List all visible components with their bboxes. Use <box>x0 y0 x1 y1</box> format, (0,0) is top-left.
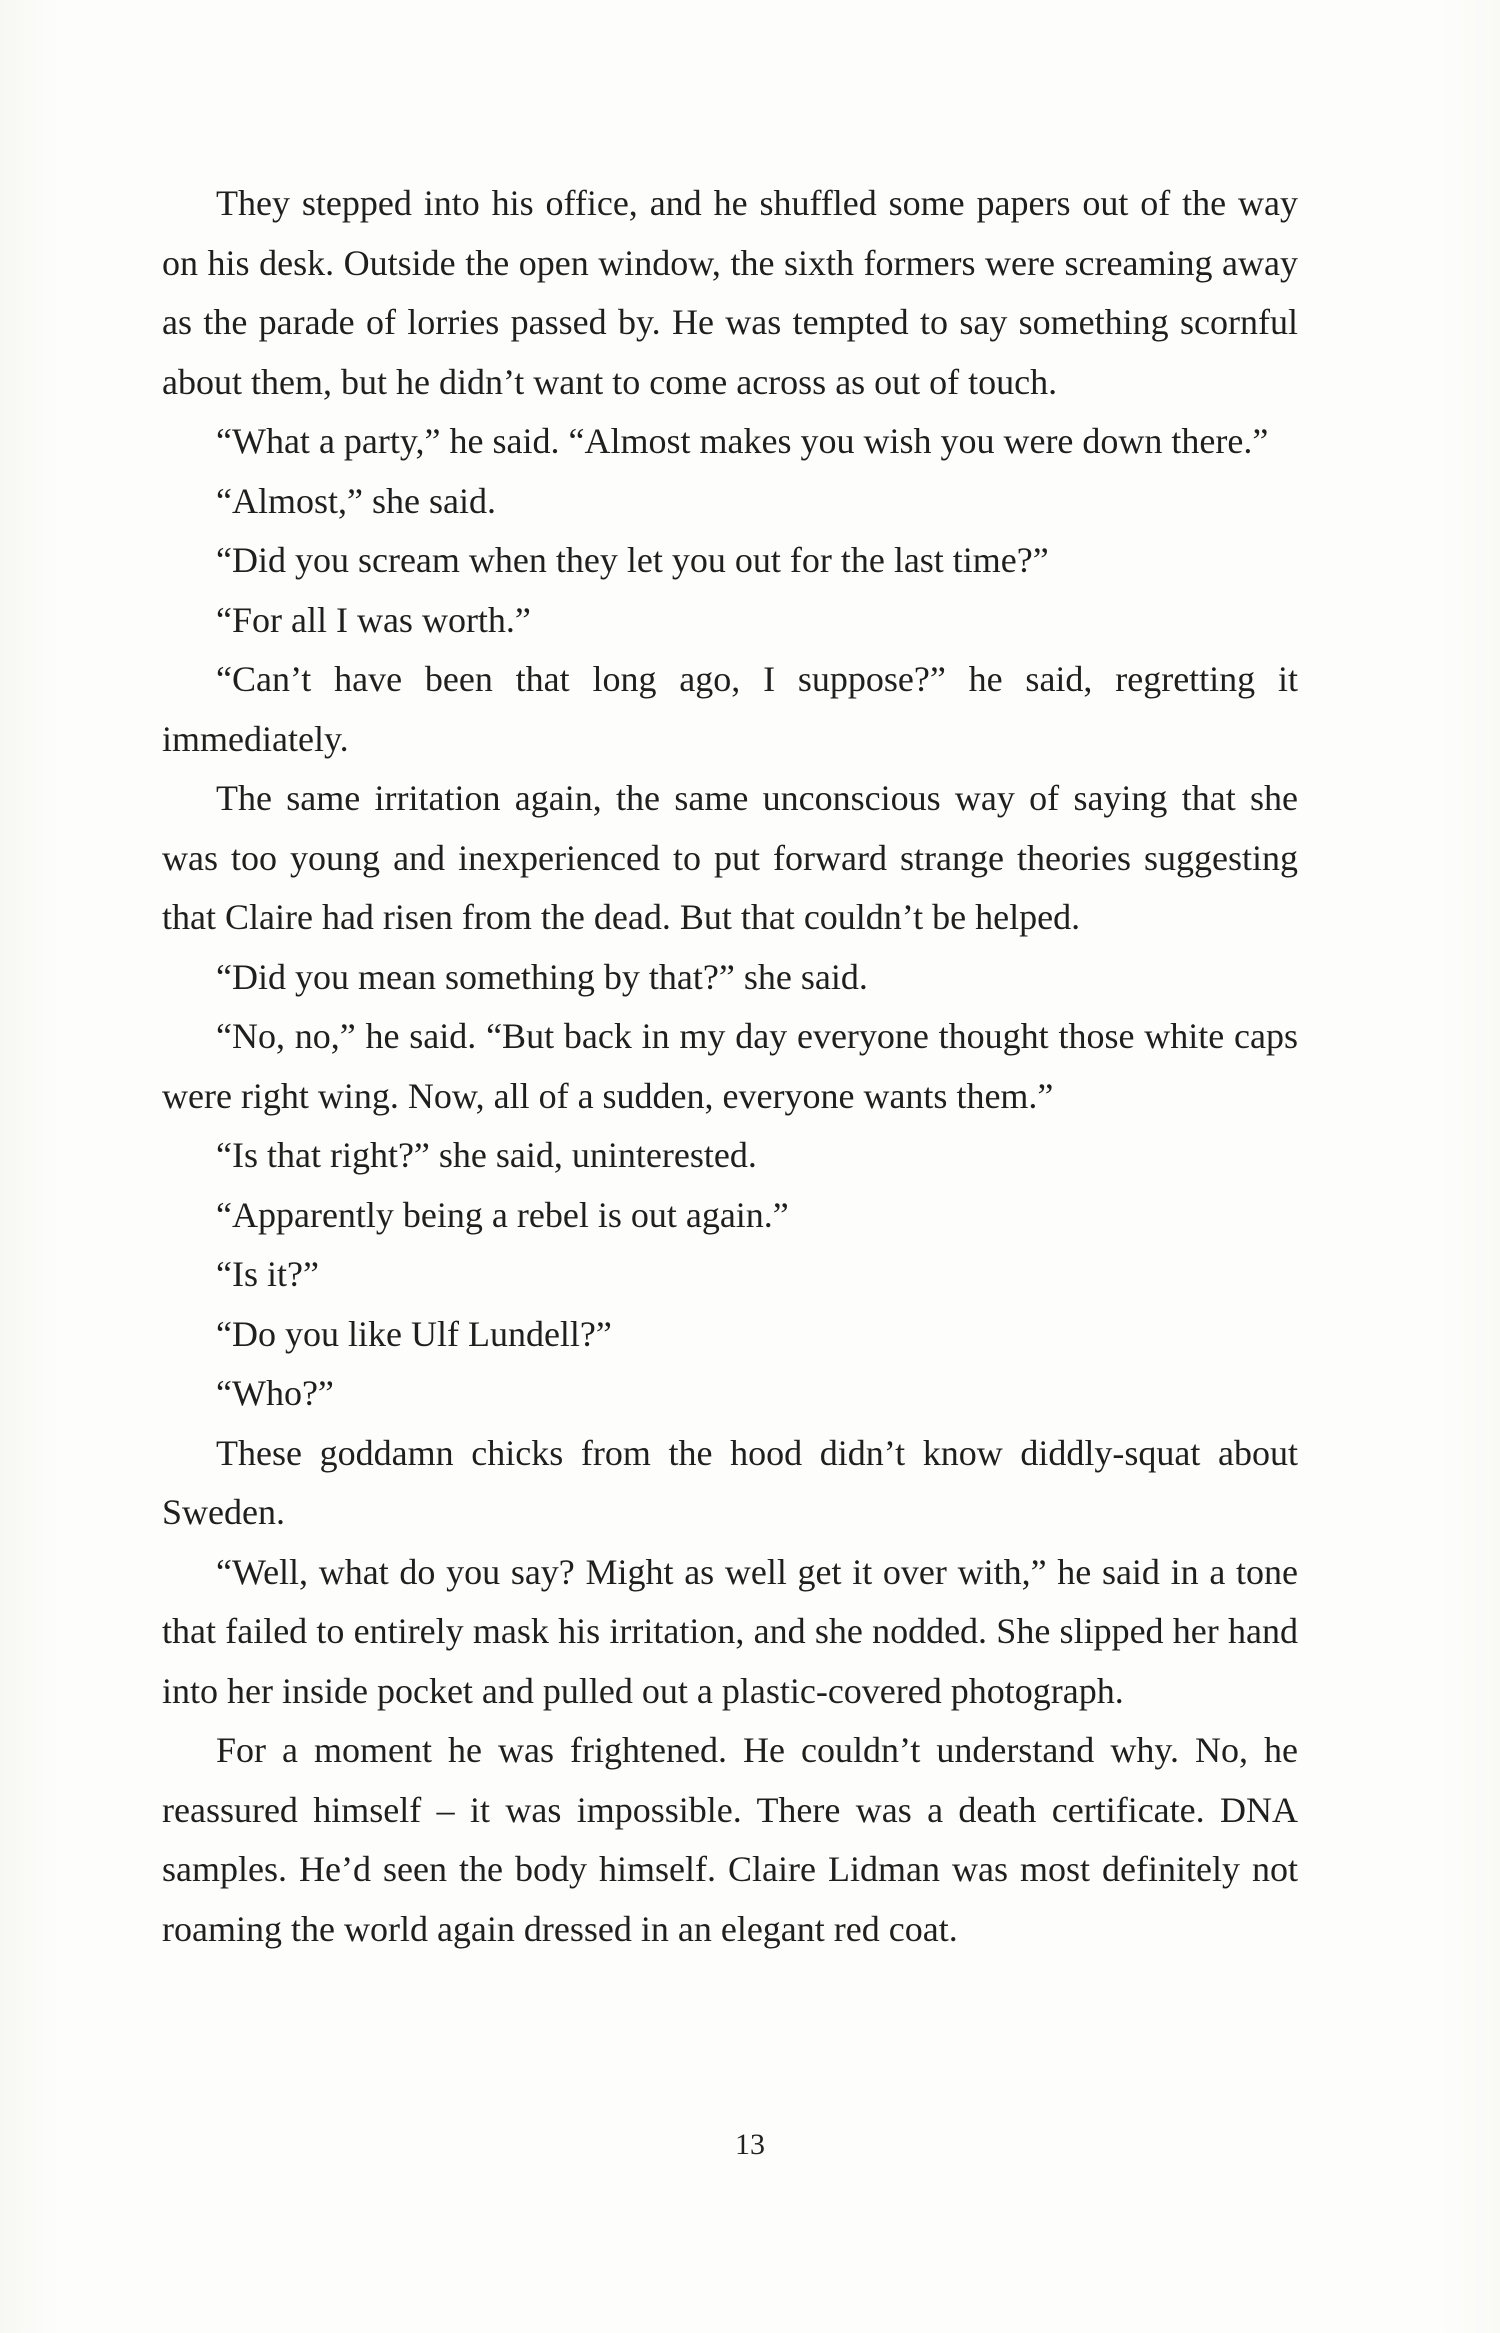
paragraph: The same irritation again, the same unconscious way of saying that she was too young and inexperienced to put forward strange theories suggesting that Claire had risen from the dead. But that couldn’t be helped. <box>162 778 1298 937</box>
page-number: 13 <box>735 2128 765 2161</box>
paragraph: “Almost,” she said. <box>216 480 496 521</box>
paragraph: “Did you scream when they let you out for the last time?” <box>216 540 1049 580</box>
paragraph: “What a party,” he said. “Almost makes you wish you were down there.” <box>216 421 1269 461</box>
paragraph: For a moment he was frightened. He couldn’t understand why. No, he reassured himself – it was impossible. There was a death certificate. DNA samples. He’d seen the body himself. Claire Lidman was most definitely not roaming the world again dressed in an elegant red coat. <box>162 1730 1298 1949</box>
paragraph: They stepped into his office, and he shuffled some papers out of the way on his desk. Outside the open window, the sixth formers were screaming away as the parade of lorries passed by. He was tempted to say something scornful about them, but he didn’t want to come across as out of touch. <box>162 183 1298 402</box>
paragraph: “Is that right?” she said, uninterested. <box>216 1135 757 1175</box>
paragraph: “No, no,” he said. “But back in my day everyone thought those white caps were right wing. Now, all of a sudden, everyone wants them.” <box>162 1016 1298 1116</box>
paragraph: “For all I was worth.” <box>216 599 531 640</box>
paragraph: “Do you like Ulf Lundell?” <box>216 1313 612 1354</box>
paragraph: “Well, what do you say? Might as well get it over with,” he said in a tone that failed to entirely mask his irritation, and she nodded. She slipped her hand into her inside pocket and pulled out a plastic-covered photograph. <box>162 1551 1298 1711</box>
paragraph: “Is it?” <box>216 1254 319 1294</box>
paragraph: “Did you mean something by that?” she said. <box>216 956 868 997</box>
paragraph: “Apparently being a rebel is out again.” <box>216 1194 789 1235</box>
paragraph: “Who?” <box>216 1373 334 1413</box>
body-text <box>162 174 1298 1959</box>
paragraph: “Can’t have been that long ago, I suppose?” he said, regretting it immediately. <box>162 659 1298 759</box>
paragraph: These goddamn chicks from the hood didn’t know diddly-squat about Sweden. <box>162 1432 1298 1532</box>
